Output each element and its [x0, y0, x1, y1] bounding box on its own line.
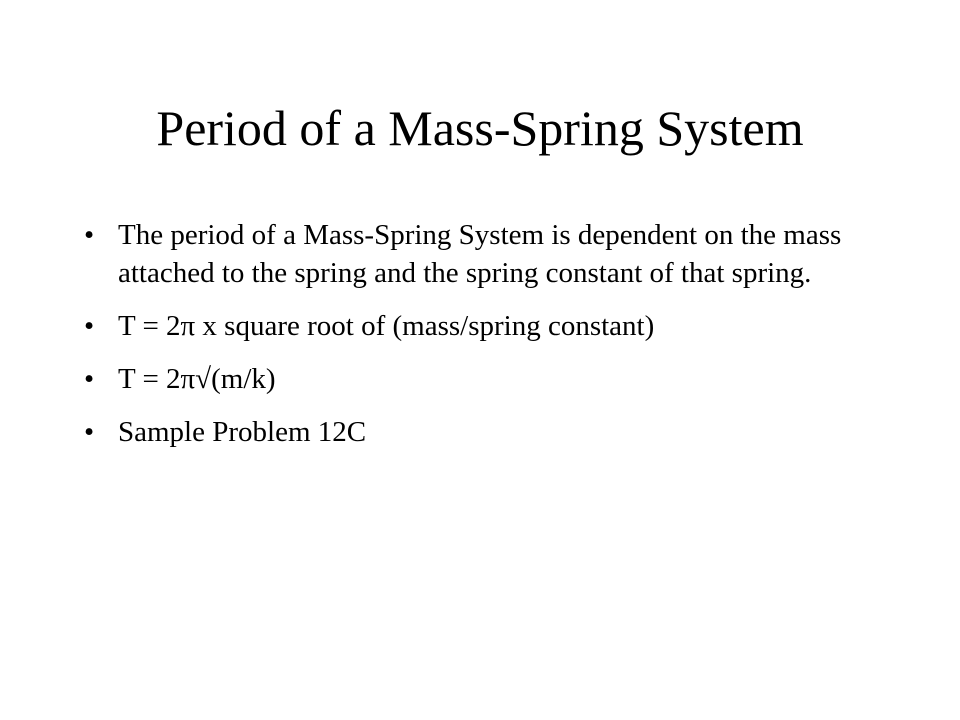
bullet-item-sample-problem — [84, 413, 874, 451]
slide-title: Period of a Mass-Spring System — [156, 100, 804, 156]
bullet-item-mass-spring-dependence — [84, 216, 874, 292]
bullet-text: The period of a Mass-Spring System is dependent on the mass attached to the spring and the spring constant of that spring. — [118, 219, 842, 289]
bullet-icon: • — [84, 363, 95, 395]
bullet-list — [84, 216, 874, 466]
bullet-icon: • — [84, 310, 95, 342]
bullet-item-period-formula-symbols — [84, 360, 874, 398]
bullet-icon: • — [84, 416, 95, 448]
bullet-text: T = 2π x square root of (mass/spring constant) — [118, 310, 655, 342]
bullet-text: T = 2π√(m/k) — [118, 363, 276, 395]
bullet-icon: • — [84, 219, 95, 251]
bullet-text: Sample Problem 12C — [118, 416, 367, 448]
bullet-item-period-formula-words — [84, 307, 874, 345]
